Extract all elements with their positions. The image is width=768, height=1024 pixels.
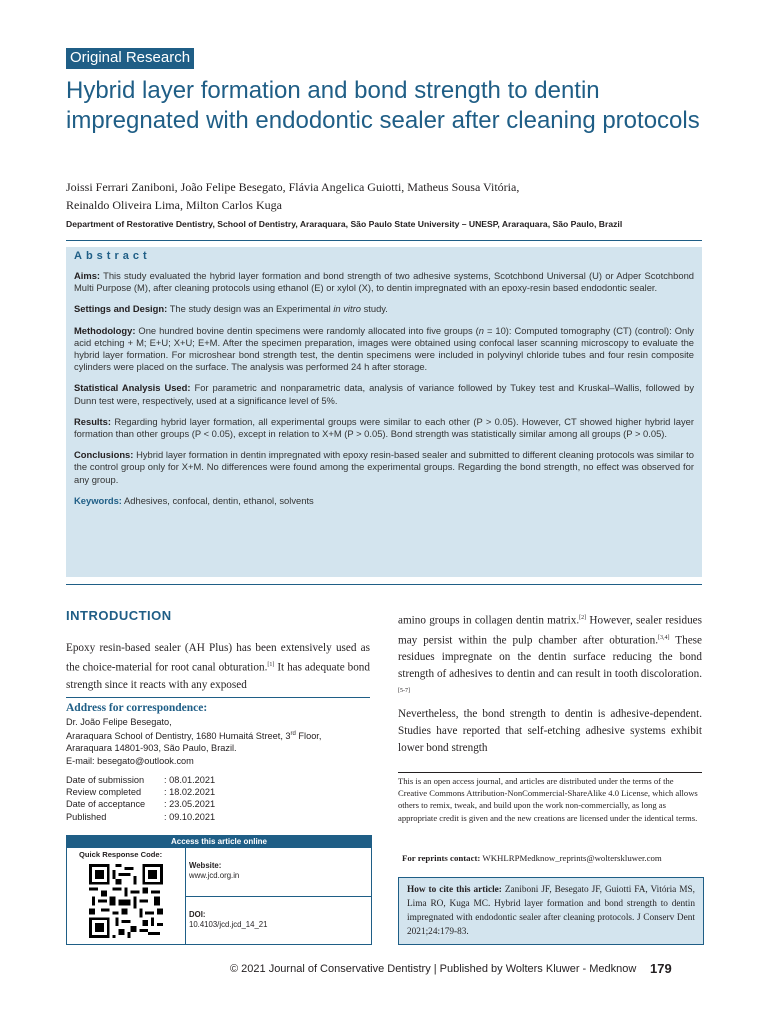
access-heading: Access this article online xyxy=(67,836,371,848)
abstract-heading: Abstract xyxy=(74,250,151,262)
divider xyxy=(66,697,370,698)
website-label: Website: xyxy=(189,861,222,870)
reprints-email[interactable]: WKHLRPMedknow_reprints@wolterskluwer.com xyxy=(482,853,662,863)
website-link[interactable]: www.jcd.org.in xyxy=(189,871,240,880)
page-footer: © 2021 Journal of Conservative Dentistry | Published by Wolters Kluwer - Medknow xyxy=(230,963,637,975)
abstract-body xyxy=(74,270,694,516)
article-dates: Date of submission : 08.01.2021 Review completed : 18.02.2021 Date of acceptance : 23.05.2021 Published : 09.10.2021 xyxy=(66,775,216,822)
website-cell xyxy=(186,848,371,897)
intro-paragraph-right-2: Nevertheless, the bond strength to dentin is adhesive-dependent. Studies have reported that self-etching adhesive systems exhibit lower bond strength xyxy=(398,708,702,754)
access-online-box xyxy=(66,835,372,945)
affiliation: Department of Restorative Dentistry, School of Dentistry, Araraquara, São Paulo State University – UNESP, Araraquara, São Paulo, Brazil xyxy=(66,219,623,229)
reprints-contact: For reprints contact: WKHLRPMedknow_reprints@wolterskluwer.com xyxy=(402,853,662,863)
abstract-aims: Aims: This study evaluated the hybrid layer formation and bond strength of two adhesive systems, Scotchbond Universal (U) or Adper Scotchbond Multi Purpose (M), after cleaning protocols using ethanol (E) or xylol (X), to dentin impregnated with an epoxy-resin based endodontic sealer. xyxy=(74,270,695,294)
abstract-methodology: Methodology: One hundred bovine dentin specimens were randomly allocated into five groups (n = 10): Computed tomography (CT) (control): Only acid etching + M; E+U; X+U; E+M. After the specimen preparation, images were obtained using confocal laser scanning microscopy to evaluate the hybrid layer formation. For microshear bond strength test, the dentin specimens were included in polyvinyl chloride tubes and four resin composite cylinders were placed on the surface. The analysis was performed 24 h after storage. xyxy=(74,324,694,373)
citation-box: How to cite this article: Zaniboni JF, Besegato JF, Guiotti FA, Vitória MS, Lima RO, Kuga MC. Hybrid layer formation and bond strength to dentin impregnated with endodontic sealer after cleaning protocols. J Conserv Dent 2021;24:179-83. xyxy=(398,877,704,945)
correspondence-heading: Address for correspondence: xyxy=(66,702,208,714)
article-title: Hybrid layer formation and bond strength to dentin impregnated with endodontic sealer after cleaning protocols xyxy=(66,77,700,134)
introduction-heading: INTRODUCTION xyxy=(66,608,172,623)
abstract-conclusions: Conclusions: Hybrid layer formation in dentin impregnated with epoxy resin-based sealer and submitted to different cleaning protocols was similar to the control group only for X+M. No differences were found among the experimental groups. Regarding the bond strength, no effect was observed for any group. xyxy=(74,449,694,485)
page-number: 179 xyxy=(650,961,672,976)
abstract-settings: Settings and Design: The study design was an Experimental in vitro study. xyxy=(74,303,388,315)
abstract-results: Results: Regarding hybrid layer formation, all experimental groups were similar to each other (P > 0.05). However, CT showed higher hybrid layer formation than other groups (P < 0.05), except in relation to X+M (P > 0.05). Bond strength was statistically similar among all groups (P > 0.05). xyxy=(74,415,694,440)
divider xyxy=(66,584,702,585)
intro-paragraph-left: Epoxy resin-based sealer (AH Plus) has been extensively used as the choice-material for root canal obturation.[1] It has adequate bond strength since it reacts with any exposed xyxy=(66,642,370,691)
abstract-statistics: Statistical Analysis Used: For parametric and nonparametric data, analysis of variance followed by Tukey test and Kruskal–Wallis, followed by Dunn test were, respectively, used at a significance level of 5%. xyxy=(74,382,695,406)
divider xyxy=(66,240,702,241)
authors-line-1: Joissi Ferrari Zaniboni, João Felipe Besegato, Flávia Angelica Guiotti, Matheus Sousa Vitória, xyxy=(66,180,520,194)
authors-line-2: Reinaldo Oliveira Lima, Milton Carlos Kuga xyxy=(66,198,282,212)
abstract-keywords: Keywords: Adhesives, confocal, dentin, ethanol, solvents xyxy=(74,494,314,506)
doi-label: DOI: xyxy=(189,910,206,919)
qr-code-icon[interactable] xyxy=(89,864,163,938)
correspondence-address: Dr. João Felipe Besegato, Araraquara School of Dentistry, 1680 Humaitá Street, 3rd Floor, Araraquara 14801-903, São Paulo, Brazil. E-mail: besegato@outlook.com xyxy=(66,717,322,766)
article-type-tag: Original Research xyxy=(66,48,194,69)
qr-cell: Quick Response Code: xyxy=(67,848,186,944)
author-list xyxy=(66,178,706,214)
license-notice: This is an open access journal, and articles are distributed under the terms of the Creative Commons Attribution-NonCommercial-ShareAlike 4.0 License, which allows others to remix, tweak, and build upon the work non-commercially, as long as appropriate credit is given and the new creations are licensed under the identical terms. xyxy=(398,772,702,824)
doi-cell xyxy=(186,897,371,944)
doi-link[interactable]: 10.4103/jcd.jcd_14_21 xyxy=(189,920,268,929)
intro-paragraph-right-1: amino groups in collagen dentin matrix.[2] However, sealer residues may persist within the pulp chamber after obturation.[3,4] These residues impregnate on the dentin surface reducing the bond strength of adhesives to dentin and can result in tooth discoloration.[5-7] xyxy=(398,614,703,695)
